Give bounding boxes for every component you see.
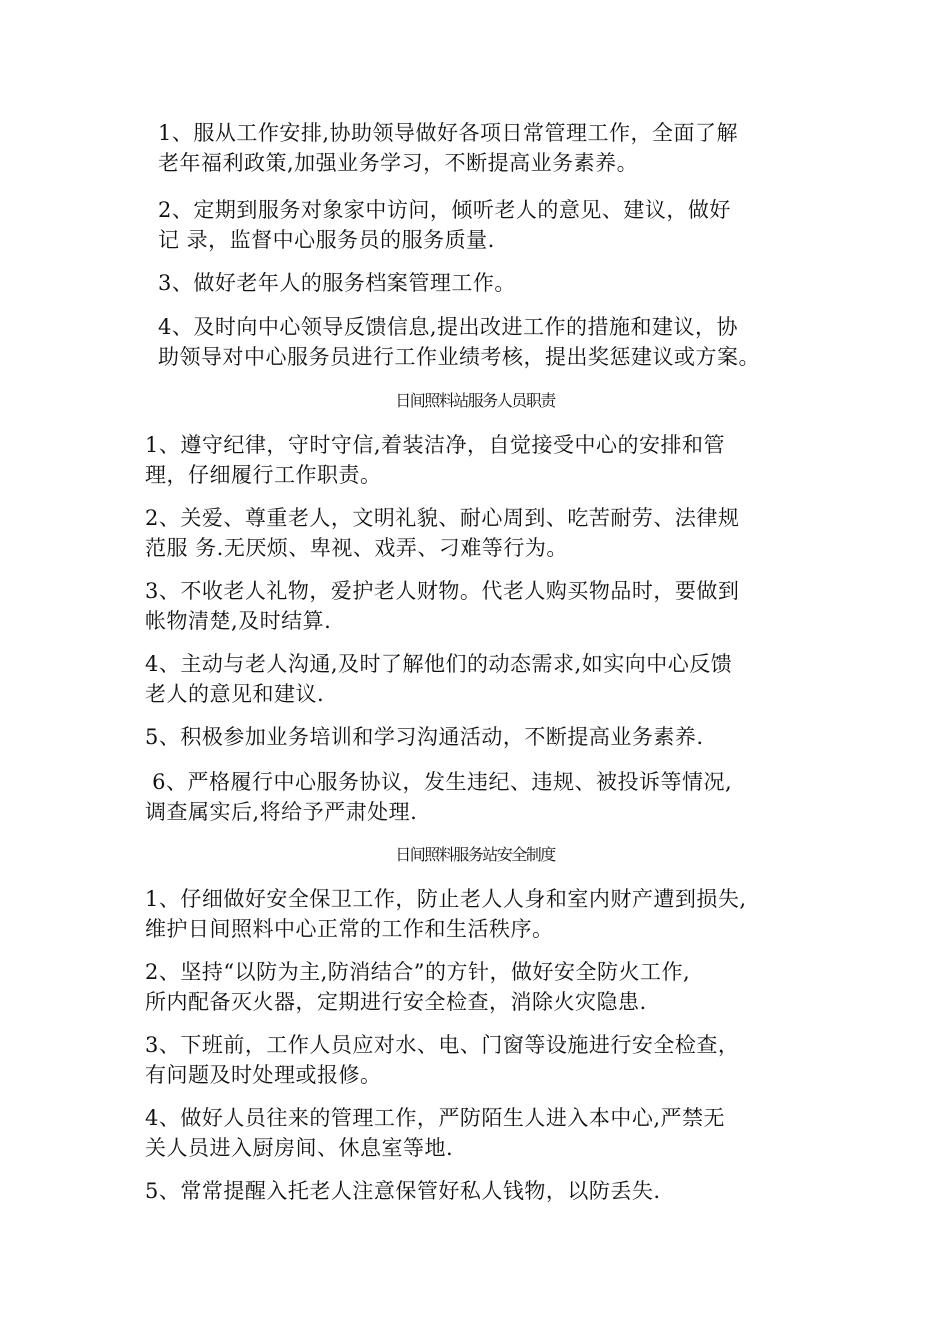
section2-title: 日间照料站服务人员职责 [395, 391, 555, 410]
section3-item-3-line1: 3、下班前，工作人员应对水、电、门窗等设施进行安全检查， [145, 1033, 740, 1057]
section2-item-5 [145, 722, 704, 752]
section3-item-3-line2: 有问题及时处理或报修。 [145, 1063, 382, 1087]
section2-item-3-line1: 3、不收老人礼物，爱护老人财物。代老人购买物品时，要做到 [145, 579, 740, 603]
section1-item-3 [158, 268, 516, 298]
section3-item-2-line1: 2、坚持“以防为主,防消结合”的方针，做好安全防火工作, [145, 960, 691, 984]
section3-item-4-line2: 关人员进入厨房间、休息室等地. [145, 1136, 454, 1160]
section3-item-1-line1: 1、仔细做好安全保卫工作，防止老人人身和室内财产遭到损失, [145, 887, 747, 911]
section2-item-2-line2: 范服 务.无厌烦、卑视、戏弄、刁难等行为。 [145, 536, 568, 560]
section2-item-6-line1: 6、严格履行中心服务协议，发生违纪、违规、被投诉等情况, [145, 770, 733, 794]
section2-item-5-line1: 5、积极参加业务培训和学习沟通活动，不断提高业务素养. [145, 725, 704, 749]
section1-item-1-line2: 老年福利政策,加强业务学习，不断提高业务素养。 [158, 151, 639, 175]
section3-item-5 [145, 1176, 661, 1206]
section1-item-4-line2: 助领导对中心服务员进行工作业绩考核，提出奖惩建议或方案。 [158, 345, 760, 369]
section2-item-6-line2: 调查属实后,将给予严肃处理. [145, 800, 418, 824]
section3-item-1-line2: 维护日间照料中心正常的工作和生活秩序。 [145, 917, 554, 941]
section2-item-2 [145, 503, 739, 563]
section1-item-1 [158, 118, 738, 178]
section1-item-4-line1: 4、及时向中心领导反馈信息,提出改进工作的措施和建议，协 [158, 315, 739, 339]
section3-item-2-line2: 所内配备灭火器，定期进行安全检查，消除火灾隐患. [145, 990, 647, 1014]
section3-item-5-line1: 5、常常提醒入托老人注意保管好私人钱物，以防丢失. [145, 1179, 661, 1203]
section3-title: 日间照料服务站安全制度 [395, 845, 555, 864]
section2-item-1-line2: 理，仔细履行工作职责。 [145, 463, 382, 487]
section1-item-2-line1: 2、定期到服务对象家中访问，倾听老人的意见、建议，做好 [158, 198, 731, 222]
section2-item-4-line1: 4、主动与老人沟通,及时了解他们的动态需求,如实向中心反馈 [145, 652, 733, 676]
section2-item-1-line1: 1、遵守纪律，守时守信,着装洁净，自觉接受中心的安排和管 [145, 433, 726, 457]
section3-item-2 [145, 957, 690, 1017]
section3-item-4-line1: 4、做好人员往来的管理工作，严防陌生人进入本中心,严禁无 [145, 1106, 726, 1130]
section1-item-1-line1: 1、服从工作安排,协助领导做好各项日常管理工作，全面了解 [158, 121, 739, 145]
section3-item-4 [145, 1103, 725, 1163]
section2-item-4-line2: 老人的意见和建议. [145, 682, 325, 706]
section2-item-3 [145, 576, 739, 636]
section2-item-4 [145, 649, 732, 709]
section2-item-1 [145, 430, 725, 490]
section2-item-6 [145, 767, 732, 827]
section1-item-4 [158, 312, 760, 372]
section1-item-2-line2: 记 录，监督中心服务员的服务质量. [158, 228, 495, 252]
section2-item-3-line2: 帐物清楚,及时结算. [145, 609, 332, 633]
section3-item-1 [145, 884, 747, 944]
section3-item-3 [145, 1030, 739, 1090]
section1-item-2 [158, 195, 731, 255]
section2-item-2-line1: 2、关爱、尊重老人，文明礼貌、耐心周到、吃苦耐劳、法律规 [145, 506, 740, 530]
section1-item-3-line1: 3、做好老年人的服务档案管理工作。 [158, 271, 516, 295]
